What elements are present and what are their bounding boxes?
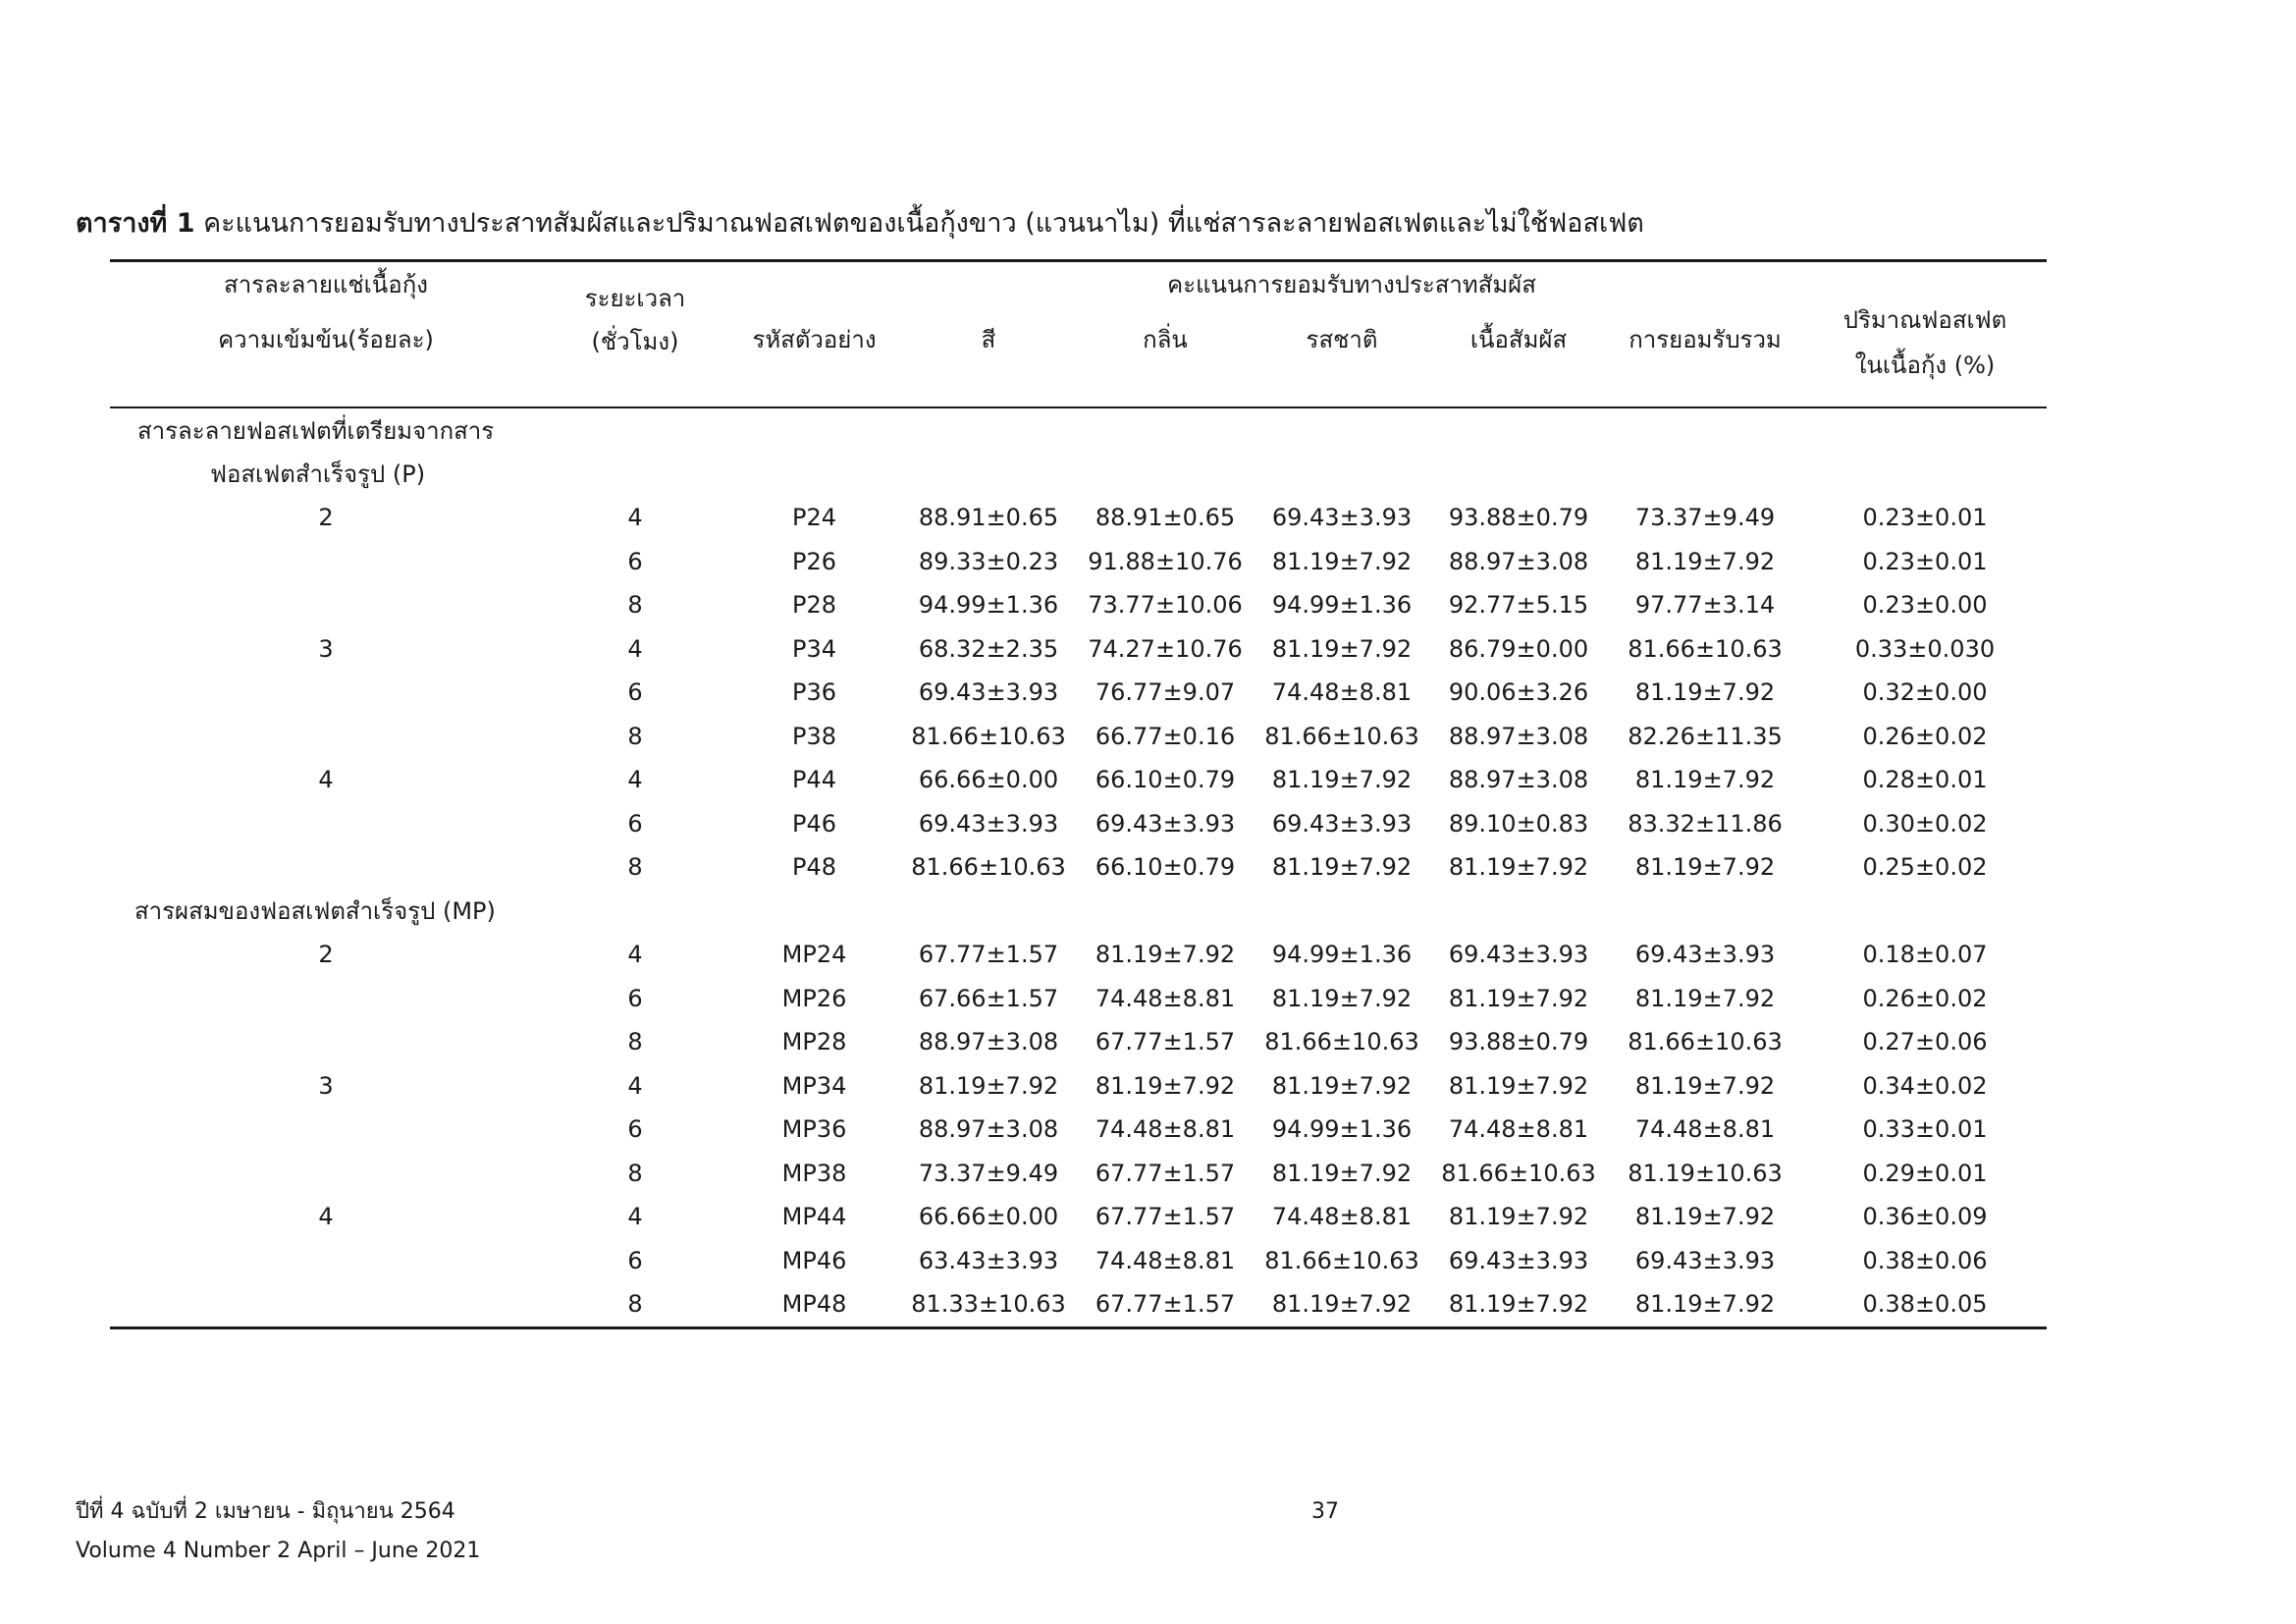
cell-odor: 67.77±1.57 — [1095, 1028, 1236, 1056]
cell-conc: 3 — [318, 1071, 334, 1100]
cell-time: 8 — [627, 1028, 643, 1056]
table-row — [110, 1020, 2047, 1064]
cell-phosphate: 0.29±0.01 — [1862, 1159, 1988, 1187]
cell-time: 6 — [627, 1115, 643, 1144]
header-flavor: รสชาติ — [1254, 306, 1430, 407]
header-texture: เนื้อสัมผัส — [1430, 306, 1607, 407]
cell-time: 8 — [627, 722, 643, 750]
page-footer — [76, 1492, 480, 1571]
cell-flavor: 81.66±10.63 — [1264, 1246, 1419, 1274]
cell-texture: 81.66±10.63 — [1441, 1159, 1596, 1187]
table-row — [110, 977, 2047, 1021]
cell-overall: 83.32±11.86 — [1628, 809, 1783, 838]
group-p-row-1 — [110, 407, 2047, 453]
cell-phosphate: 0.36±0.09 — [1862, 1203, 1988, 1231]
cell-code: P24 — [791, 504, 836, 532]
cell-overall: 81.19±10.63 — [1628, 1159, 1783, 1187]
cell-phosphate: 0.30±0.02 — [1862, 809, 1988, 838]
cell-overall: 69.43±3.93 — [1634, 1246, 1776, 1274]
page-number: 37 — [1311, 1499, 1339, 1524]
cell-code: P36 — [791, 678, 836, 707]
cell-color: 81.19±7.92 — [918, 1071, 1059, 1100]
cell-time: 8 — [627, 591, 643, 620]
cell-flavor: 81.19±7.92 — [1271, 853, 1413, 882]
table-row — [110, 1195, 2047, 1239]
cell-odor: 66.10±0.79 — [1095, 766, 1236, 794]
cell-phosphate: 0.23±0.01 — [1862, 504, 1988, 532]
table-row — [110, 540, 2047, 584]
cell-texture: 69.43±3.93 — [1448, 941, 1589, 969]
cell-overall: 69.43±3.93 — [1634, 941, 1776, 969]
cell-texture: 81.19±7.92 — [1430, 1282, 1607, 1327]
cell-time: 6 — [627, 809, 643, 838]
cell-phosphate: 0.32±0.00 — [1862, 678, 1988, 707]
cell-code: MP26 — [781, 984, 847, 1012]
cell-time: 4 — [627, 1071, 643, 1100]
cell-time: 6 — [627, 984, 643, 1012]
table-body — [110, 407, 2047, 1327]
cell-code: MP46 — [781, 1246, 847, 1274]
cell-phosphate: 0.33±0.030 — [1854, 634, 1996, 663]
cell-code: MP38 — [781, 1159, 847, 1187]
cell-color: 67.66±1.57 — [918, 984, 1059, 1012]
group-p-line1: สารละลายฟอสเฟตที่เตรียมจากสาร — [137, 416, 495, 445]
cell-color: 89.33±0.23 — [918, 547, 1059, 575]
cell-phosphate: 0.38±0.06 — [1862, 1246, 1988, 1274]
cell-texture: 92.77±5.15 — [1448, 591, 1589, 620]
cell-conc — [110, 1239, 542, 1283]
header-phosphate-line1: ปริมาณฟอสเฟต — [1842, 305, 2007, 334]
cell-phosphate: 0.25±0.02 — [1862, 853, 1988, 882]
cell-overall: 81.19±7.92 — [1634, 1203, 1776, 1231]
table-row — [110, 758, 2047, 802]
cell-odor: 74.48±8.81 — [1095, 1246, 1236, 1274]
group-mp-line1: สารผสมของฟอสเฟตสำเร็จรูป (MP) — [134, 897, 496, 926]
cell-phosphate: 0.33±0.01 — [1862, 1115, 1988, 1144]
group-p-line2: ฟอสเฟตสำเร็จรูป (P) — [210, 460, 426, 489]
cell-odor: 91.88±10.76 — [1088, 547, 1243, 575]
cell-phosphate: 0.23±0.01 — [1862, 547, 1988, 575]
cell-code: P44 — [791, 766, 836, 794]
cell-phosphate: 0.23±0.00 — [1862, 591, 1988, 620]
cell-flavor: 81.66±10.63 — [1264, 722, 1419, 750]
cell-conc — [110, 715, 542, 759]
cell-flavor: 81.19±7.92 — [1271, 984, 1413, 1012]
cell-odor: 73.77±10.06 — [1088, 591, 1243, 620]
cell-color: 63.43±3.93 — [918, 1246, 1059, 1274]
group-p-row-2 — [110, 453, 2047, 497]
cell-color: 81.33±10.63 — [900, 1282, 1077, 1327]
table-row — [110, 1108, 2047, 1152]
footer-thai-issue: ปีที่ 4 ฉบับที่ 2 เมษายน - มิถุนายน 2564 — [76, 1499, 455, 1524]
cell-phosphate: 0.28±0.01 — [1862, 766, 1988, 794]
cell-color: 68.32±2.35 — [918, 634, 1059, 663]
cell-odor: 81.19±7.92 — [1095, 941, 1236, 969]
cell-color: 88.97±3.08 — [918, 1115, 1059, 1144]
cell-flavor: 94.99±1.36 — [1271, 1115, 1413, 1144]
cell-code: MP34 — [781, 1071, 847, 1100]
cell-odor: 81.19±7.92 — [1095, 1071, 1236, 1100]
cell-time: 6 — [627, 547, 643, 575]
cell-overall: 74.48±8.81 — [1634, 1115, 1776, 1144]
cell-overall: 81.19±7.92 — [1634, 678, 1776, 707]
cell-texture: 88.97±3.08 — [1448, 766, 1589, 794]
table-caption — [76, 201, 2235, 244]
cell-phosphate: 0.26±0.02 — [1862, 722, 1988, 750]
table-row — [110, 496, 2047, 540]
table-row — [110, 671, 2047, 715]
table-row — [110, 1282, 2047, 1327]
caption-label: ตารางที่ 1 — [76, 208, 195, 239]
cell-texture: 81.19±7.92 — [1448, 1071, 1589, 1100]
sensory-phosphate-table — [110, 259, 2047, 1329]
cell-color: 69.43±3.93 — [918, 809, 1059, 838]
cell-code: P38 — [791, 722, 836, 750]
cell-overall: 73.37±9.49 — [1634, 504, 1776, 532]
cell-texture: 89.10±0.83 — [1448, 809, 1589, 838]
table-row — [110, 583, 2047, 627]
cell-code: MP48 — [728, 1282, 900, 1327]
cell-conc: 4 — [318, 766, 334, 794]
cell-flavor: 69.43±3.93 — [1271, 809, 1413, 838]
cell-conc: 3 — [318, 634, 334, 663]
table-row — [110, 1064, 2047, 1109]
cell-overall: 81.19±7.92 — [1634, 853, 1776, 882]
caption-text: คะแนนการยอมรับทางประสาทสัมผัสและปริมาณฟอสเฟตของเนื้อกุ้งขาว (แวนนาไม) ที่แช่สารละลายฟอสเฟตและไม่ใช้ฟอสเฟต — [194, 208, 1644, 239]
cell-texture: 81.19±7.92 — [1448, 1203, 1589, 1231]
header-phosphate-line2: ในเนื้อกุ้ง (%) — [1854, 351, 1996, 379]
cell-flavor: 94.99±1.36 — [1271, 941, 1413, 969]
cell-odor: 74.27±10.76 — [1088, 634, 1243, 663]
cell-odor: 66.77±0.16 — [1095, 722, 1236, 750]
cell-code: P34 — [791, 634, 836, 663]
header-odor: กลิ่น — [1077, 306, 1254, 407]
cell-texture: 88.97±3.08 — [1448, 722, 1589, 750]
cell-conc — [110, 583, 542, 627]
cell-color: 88.97±3.08 — [918, 1028, 1059, 1056]
header-concentration: ความเข้มข้น(ร้อยละ) — [110, 306, 542, 407]
cell-conc — [110, 802, 542, 846]
table-row — [110, 715, 2047, 759]
cell-time: 8 — [627, 853, 643, 882]
cell-odor: 69.43±3.93 — [1095, 809, 1236, 838]
cell-phosphate: 0.27±0.06 — [1862, 1028, 1988, 1056]
cell-time: 4 — [627, 766, 643, 794]
cell-time: 4 — [627, 1203, 643, 1231]
cell-flavor: 74.48±8.81 — [1271, 678, 1413, 707]
cell-overall: 82.26±11.35 — [1628, 722, 1783, 750]
cell-code: MP24 — [781, 941, 847, 969]
cell-overall: 81.19±7.92 — [1634, 766, 1776, 794]
cell-conc — [110, 845, 542, 890]
cell-phosphate: 0.38±0.05 — [1803, 1282, 2047, 1327]
cell-flavor: 94.99±1.36 — [1271, 591, 1413, 620]
header-duration-line1: ระยะเวลา — [584, 285, 686, 312]
cell-code: P28 — [791, 591, 836, 620]
cell-flavor: 81.19±7.92 — [1271, 1159, 1413, 1187]
cell-color: 66.66±0.00 — [918, 1203, 1059, 1231]
cell-flavor: 81.19±7.92 — [1254, 1282, 1430, 1327]
cell-conc: 4 — [318, 1203, 334, 1231]
cell-phosphate: 0.18±0.07 — [1862, 941, 1988, 969]
cell-color: 69.43±3.93 — [918, 678, 1059, 707]
cell-flavor: 81.19±7.92 — [1271, 634, 1413, 663]
cell-color: 81.66±10.63 — [911, 722, 1066, 750]
cell-time: 6 — [627, 1246, 643, 1274]
cell-conc — [110, 1108, 542, 1152]
cell-conc — [110, 1020, 542, 1064]
header-sensory-group: คะแนนการยอมรับทางประสาทสัมผัส — [900, 261, 1803, 307]
header-phosphate — [1803, 261, 2047, 408]
group-mp-row — [110, 890, 2047, 934]
cell-texture: 90.06±3.26 — [1448, 678, 1589, 707]
cell-texture: 86.79±0.00 — [1448, 634, 1589, 663]
cell-texture: 93.88±0.79 — [1448, 1028, 1589, 1056]
header-duration — [542, 285, 728, 407]
cell-time: 8 — [542, 1282, 728, 1327]
cell-odor: 88.91±0.65 — [1095, 504, 1236, 532]
cell-flavor: 81.19±7.92 — [1271, 1071, 1413, 1100]
cell-odor: 74.48±8.81 — [1095, 1115, 1236, 1144]
cell-conc — [110, 540, 542, 584]
table-row — [110, 1152, 2047, 1196]
table-row — [110, 627, 2047, 672]
cell-code: MP36 — [781, 1115, 847, 1144]
cell-flavor: 69.43±3.93 — [1271, 504, 1413, 532]
cell-time: 4 — [627, 634, 643, 663]
table-row — [110, 845, 2047, 890]
cell-flavor: 81.19±7.92 — [1271, 766, 1413, 794]
cell-overall: 97.77±3.14 — [1634, 591, 1776, 620]
cell-texture: 88.97±3.08 — [1448, 547, 1589, 575]
cell-texture: 69.43±3.93 — [1448, 1246, 1589, 1274]
cell-code: MP28 — [781, 1028, 847, 1056]
cell-time: 4 — [627, 941, 643, 969]
cell-color: 66.66±0.00 — [918, 766, 1059, 794]
cell-texture: 74.48±8.81 — [1448, 1115, 1589, 1144]
cell-time: 6 — [627, 678, 643, 707]
cell-conc: 2 — [318, 941, 334, 969]
cell-overall: 81.19±7.92 — [1634, 1071, 1776, 1100]
cell-odor: 66.10±0.79 — [1095, 853, 1236, 882]
cell-code: P48 — [791, 853, 836, 882]
cell-code: MP44 — [781, 1203, 847, 1231]
cell-overall: 81.19±7.92 — [1634, 547, 1776, 575]
cell-odor: 67.77±1.57 — [1095, 1159, 1236, 1187]
cell-overall: 81.19±7.92 — [1634, 984, 1776, 1012]
cell-flavor: 81.19±7.92 — [1271, 547, 1413, 575]
cell-phosphate: 0.26±0.02 — [1862, 984, 1988, 1012]
cell-code: P46 — [791, 809, 836, 838]
header-sample-code: รหัสตัวอย่าง — [728, 306, 900, 407]
cell-odor: 74.48±8.81 — [1095, 984, 1236, 1012]
cell-color: 81.66±10.63 — [911, 853, 1066, 882]
cell-texture: 81.19±7.92 — [1448, 984, 1589, 1012]
header-soak-solution: สารละลายแช่เนื้อกุ้ง — [110, 261, 542, 307]
cell-time: 4 — [627, 504, 643, 532]
cell-conc — [110, 977, 542, 1021]
table-row — [110, 802, 2047, 846]
cell-phosphate: 0.34±0.02 — [1862, 1071, 1988, 1100]
table-row — [110, 1239, 2047, 1283]
cell-color: 73.37±9.49 — [918, 1159, 1059, 1187]
cell-overall: 81.66±10.63 — [1628, 634, 1783, 663]
cell-odor: 76.77±9.07 — [1095, 678, 1236, 707]
footer-english-issue: Volume 4 Number 2 April – June 2021 — [76, 1539, 481, 1563]
cell-flavor: 74.48±8.81 — [1271, 1203, 1413, 1231]
cell-time: 8 — [627, 1159, 643, 1187]
cell-conc: 2 — [318, 504, 334, 532]
cell-flavor: 81.66±10.63 — [1264, 1028, 1419, 1056]
header-row-bottom — [110, 306, 2047, 407]
header-overall: การยอมรับรวม — [1607, 306, 1803, 407]
cell-overall: 81.19±7.92 — [1607, 1282, 1803, 1327]
header-duration-line2: (ชั่วโมง) — [591, 328, 679, 355]
cell-overall: 81.66±10.63 — [1628, 1028, 1783, 1056]
cell-odor: 67.77±1.57 — [1095, 1203, 1236, 1231]
cell-texture: 81.19±7.92 — [1448, 853, 1589, 882]
cell-color: 94.99±1.36 — [918, 591, 1059, 620]
cell-conc — [110, 671, 542, 715]
header-row-top — [110, 261, 2047, 307]
cell-texture: 93.88±0.79 — [1448, 504, 1589, 532]
cell-odor: 67.77±1.57 — [1077, 1282, 1254, 1327]
cell-code: P26 — [791, 547, 836, 575]
cell-color: 88.91±0.65 — [918, 504, 1059, 532]
cell-color: 67.77±1.57 — [918, 941, 1059, 969]
header-color: สี — [900, 306, 1077, 407]
cell-conc — [110, 1282, 542, 1327]
cell-conc — [110, 1152, 542, 1196]
table-row — [110, 933, 2047, 977]
